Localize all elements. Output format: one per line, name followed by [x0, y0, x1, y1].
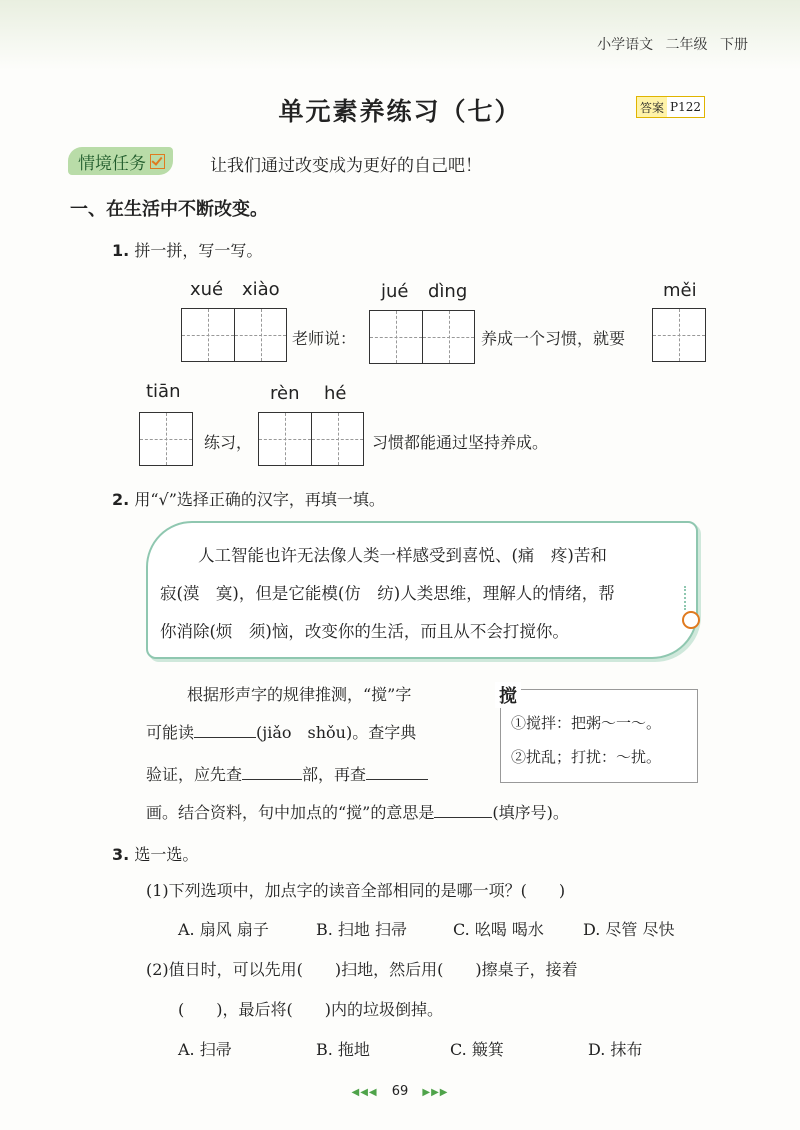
q3-text: 选一选。	[134, 845, 199, 864]
q1-text: 拼一拼，写一写。	[134, 241, 263, 260]
fragment-yangcheng: 养成一个习惯，就要	[481, 329, 626, 348]
passage-box	[146, 521, 698, 659]
answer-label: 答案	[640, 100, 665, 115]
answer-blank[interactable]	[434, 816, 492, 818]
pinyin-xue: xué	[190, 279, 224, 300]
q3-sub2-line1: (2)值日时，可以先用( )扫地，然后用( )擦桌子，接着	[146, 960, 578, 979]
answer-blank[interactable]	[242, 778, 302, 780]
para-text: 部，再查	[302, 765, 367, 784]
char-grid-renhe[interactable]	[258, 412, 364, 466]
char-cell[interactable]	[422, 311, 474, 363]
volume-label: 下册	[720, 37, 748, 53]
book-header	[597, 34, 748, 54]
fragment-lianxi: 练习，	[204, 433, 253, 452]
q3-sub2-option-c[interactable]: C. 簸箕	[450, 1040, 504, 1059]
q2-number: 2.	[112, 490, 130, 509]
checkbox-icon	[150, 154, 165, 169]
para-text: 画。结合资料，句中加点的“搅”的意思是	[146, 803, 435, 822]
dotted-ornament	[684, 586, 696, 610]
answer-blank[interactable]	[366, 778, 428, 780]
page-title: 单元素养练习（七）	[278, 97, 522, 126]
prev-arrows-icon: ◀◀◀	[351, 1087, 378, 1098]
char-grid-xuexiao[interactable]	[181, 308, 287, 362]
grade-label: 二年级	[665, 37, 708, 53]
char-cell[interactable]	[311, 413, 363, 465]
pinyin-ding: dìng	[428, 281, 468, 302]
q3-option-d[interactable]: D. 尽管 尽快	[583, 920, 675, 939]
dictionary-card	[499, 686, 698, 783]
q2-heading	[112, 487, 385, 510]
q1-heading	[112, 238, 262, 261]
target-icon	[682, 611, 700, 629]
task-badge	[68, 147, 173, 175]
char-grid-jueding[interactable]	[369, 310, 475, 364]
dict-def1: ①搅拌：把粥～一～。	[511, 714, 662, 732]
para-line2	[146, 720, 416, 743]
para-line3	[146, 762, 428, 785]
q3-sub2-option-d[interactable]: D. 抹布	[588, 1040, 643, 1059]
q3-sub2-option-a[interactable]: A. 扫帚	[178, 1040, 232, 1059]
char-cell[interactable]	[234, 309, 286, 361]
passage-line: 寂(漠 寞)，但是它能模(仿 纺)人类思维，理解人的情绪，帮	[160, 584, 615, 603]
pinyin-jue: jué	[381, 281, 409, 302]
para-text: (填序号)。	[492, 803, 569, 822]
task-text: 让我们通过改变成为更好的自己吧！	[210, 156, 482, 176]
pinyin-mei: měi	[663, 280, 697, 301]
q3-heading	[112, 842, 198, 865]
para-text: 验证，应先查	[146, 765, 243, 784]
dict-head: 搅	[495, 682, 521, 708]
q3-number: 3.	[112, 845, 130, 864]
passage-line: 你消除(烦 须)恼，改变你的生活，而且从不会打搅你。	[160, 622, 569, 641]
answer-page: P122	[667, 97, 704, 117]
page-footer	[0, 1084, 800, 1099]
q3-option-b[interactable]: B. 扫地 扫帚	[316, 920, 408, 939]
char-cell[interactable]	[370, 311, 422, 363]
q3-option-a[interactable]: A. 扇风 扇子	[178, 920, 269, 939]
subject-label: 小学语文	[597, 37, 654, 53]
para-line4	[146, 800, 569, 823]
task-badge-label: 情境任务	[78, 153, 146, 174]
q2-text: 用“√”选择正确的汉字，再填一填。	[134, 490, 385, 509]
pinyin-he: hé	[324, 383, 347, 404]
char-cell[interactable]	[182, 309, 234, 361]
char-grid-tian[interactable]	[139, 412, 193, 466]
q3-option-c[interactable]: C. 吆喝 喝水	[453, 920, 544, 939]
char-cell[interactable]	[259, 413, 311, 465]
para-text: 可能读	[146, 723, 195, 742]
para-line1: 根据形声字的规律推测，“搅”字	[187, 685, 412, 704]
q3-sub1: (1)下列选项中，加点字的读音全部相同的是哪一项？( )	[146, 881, 566, 900]
char-cell[interactable]	[140, 413, 192, 465]
pinyin-tian: tiān	[146, 381, 181, 402]
q3-sub2-line2: ( )，最后将( )内的垃圾倒掉。	[178, 1000, 443, 1019]
dict-def2: ②扰乱；打扰：～扰。	[511, 748, 662, 766]
para-text: (jiǎo shǒu)。查字典	[256, 723, 417, 742]
pinyin-xiao: xiào	[242, 279, 280, 300]
q3-sub2-option-b[interactable]: B. 拖地	[316, 1040, 370, 1059]
answer-reference[interactable]	[636, 96, 705, 118]
pinyin-ren: rèn	[270, 383, 300, 404]
answer-blank[interactable]	[194, 736, 256, 738]
q1-number: 1.	[112, 241, 130, 260]
page-number: 69	[391, 1084, 409, 1099]
char-grid-mei[interactable]	[652, 308, 706, 362]
next-arrows-icon: ▶▶▶	[422, 1087, 449, 1098]
passage-line: 人工智能也许无法像人类一样感受到喜悦、(痛 疼)苦和	[198, 546, 607, 565]
section-title: 一、在生活中不断改变。	[70, 199, 268, 220]
fragment-laoshi: 老师说：	[292, 329, 357, 348]
fragment-xiguan: 习惯都能通过坚持养成。	[372, 433, 549, 452]
char-cell[interactable]	[653, 309, 705, 361]
